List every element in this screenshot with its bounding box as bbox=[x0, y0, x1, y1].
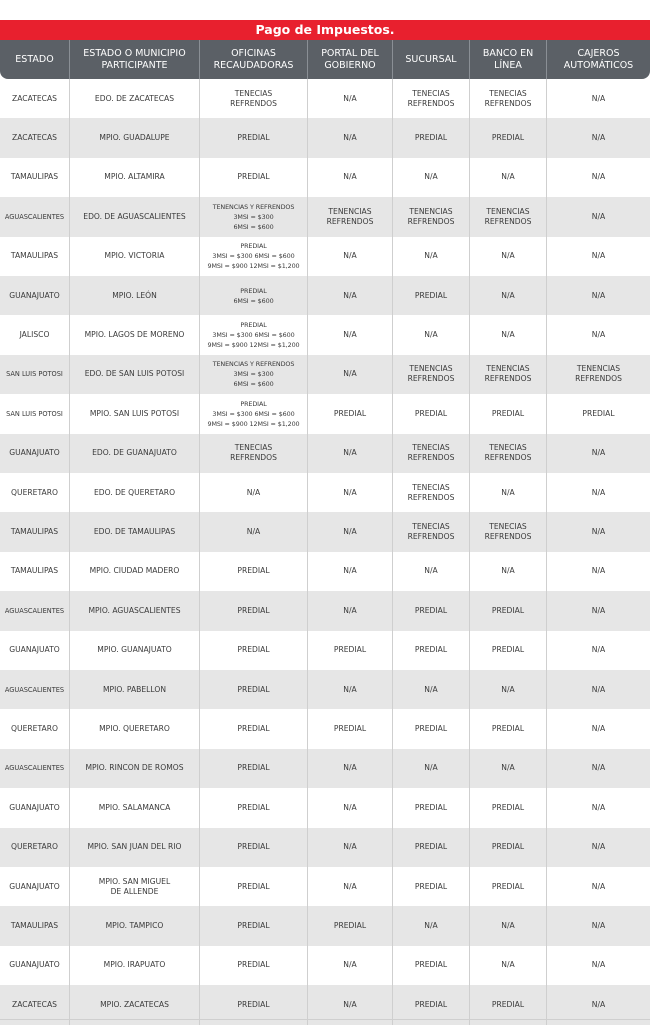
cell-cajeros: N/A bbox=[591, 93, 606, 103]
cell-cajeros: N/A bbox=[591, 999, 606, 1009]
cell-oficinas: PREDIAL bbox=[200, 709, 308, 748]
cell-portal: N/A bbox=[308, 355, 393, 394]
cell-estado: QUERETARO bbox=[0, 473, 70, 512]
cell-sucursal: PREDIAL bbox=[393, 709, 470, 748]
cell-banco: PREDIAL bbox=[470, 631, 547, 670]
cell-banco: TENENCIAS REFRENDOS bbox=[470, 355, 547, 394]
cell-estado: GUANAJUATO bbox=[0, 434, 70, 473]
cell-sucursal: PREDIAL bbox=[393, 828, 470, 867]
cell-cajeros: N/A bbox=[591, 605, 606, 615]
cell-estado: JALISCO bbox=[0, 315, 70, 354]
cell-portal: PREDIAL bbox=[308, 394, 393, 433]
cell-portal: N/A bbox=[308, 315, 393, 354]
page-title: Pago de Impuestos. bbox=[0, 20, 650, 40]
cell-sucursal: N/A bbox=[393, 552, 470, 591]
cell-portal: N/A bbox=[308, 158, 393, 197]
cell-estado: QUERETARO bbox=[0, 709, 70, 748]
cell-participante: MPIO. PABELLON bbox=[70, 670, 200, 709]
cell-estado: AGUASCALIENTES bbox=[0, 670, 70, 709]
cell-estado: QUERETARO bbox=[0, 828, 70, 867]
header-portal: PORTAL DEL GOBIERNO bbox=[308, 40, 393, 79]
cell-cajeros: N/A bbox=[591, 684, 606, 694]
cell-banco: TENECIAS REFRENDOS bbox=[470, 512, 547, 551]
cell-banco: N/A bbox=[470, 946, 547, 985]
cell-banco: PREDIAL bbox=[470, 709, 547, 748]
cell-oficinas: PREDIAL bbox=[200, 788, 308, 827]
table-row bbox=[0, 631, 650, 670]
table-row bbox=[0, 552, 650, 591]
header-estado: ESTADO bbox=[0, 40, 70, 79]
cell-oficinas: PREDIAL bbox=[200, 906, 308, 945]
cell-participante: EDO. DE ZACATECAS bbox=[70, 79, 200, 118]
cell-portal: N/A bbox=[308, 867, 393, 906]
table-row bbox=[0, 197, 650, 236]
cell-sucursal: N/A bbox=[393, 315, 470, 354]
cell-portal: N/A bbox=[308, 670, 393, 709]
cell-cajeros: N/A bbox=[591, 763, 606, 773]
cell-oficinas: PREDIAL 3MSI = $300 6MSI = $600 9MSI = $900 12MSI = $1,200 bbox=[200, 237, 308, 276]
cell-cajeros: TENENCIAS REFRENDOS bbox=[575, 364, 622, 384]
cell-participante: MPIO. SAN MIGUEL DE ALLENDE bbox=[70, 867, 200, 906]
cell-cajeros: N/A bbox=[591, 921, 606, 931]
cell-portal: N/A bbox=[308, 788, 393, 827]
cell-participante: MPIO. SAN LUIS POTOSI bbox=[70, 394, 200, 433]
cell-estado: SAN LUIS POTOSI bbox=[0, 394, 70, 433]
cell-sucursal: PREDIAL bbox=[393, 394, 470, 433]
cell-participante: EDO. DE AGUASCALIENTES bbox=[70, 197, 200, 236]
cell-oficinas: PREDIAL bbox=[200, 867, 308, 906]
cell-oficinas: PREDIAL bbox=[200, 828, 308, 867]
table-row bbox=[0, 315, 650, 354]
cell-banco: N/A bbox=[470, 670, 547, 709]
cell-oficinas: PREDIAL bbox=[200, 118, 308, 157]
cell-estado: GUANAJUATO bbox=[0, 788, 70, 827]
cell-sucursal: N/A bbox=[393, 670, 470, 709]
cell-participante: EDO. DE SAN LUIS POTOSI bbox=[70, 355, 200, 394]
cell-participante: MPIO. IRAPUATO bbox=[70, 946, 200, 985]
table-row bbox=[0, 749, 650, 788]
cell-portal: N/A bbox=[308, 512, 393, 551]
table-row bbox=[0, 434, 650, 473]
cell-oficinas: TENENCIAS Y REFRENDOS 3MSI = $300 6MSI = $600 bbox=[200, 355, 308, 394]
table-row bbox=[0, 591, 650, 630]
header-sucursal: SUCURSAL bbox=[393, 40, 470, 79]
cell-banco: N/A bbox=[470, 158, 547, 197]
cell-cajeros: N/A bbox=[591, 842, 606, 852]
cell-cajeros: N/A bbox=[591, 290, 606, 300]
cell-cajeros: N/A bbox=[591, 645, 606, 655]
cell-portal: N/A bbox=[308, 946, 393, 985]
cell-portal: N/A bbox=[308, 276, 393, 315]
cell-participante: MPIO. AGUASCALIENTES bbox=[70, 591, 200, 630]
cell-estado: SAN LUIS POTOSI bbox=[0, 355, 70, 394]
table-row bbox=[0, 788, 650, 827]
cell-participante: MPIO. ZACATECAS bbox=[70, 985, 200, 1024]
cell-estado: GUANAJUATO bbox=[0, 946, 70, 985]
cell-estado: GUANAJUATO bbox=[0, 276, 70, 315]
table-row bbox=[0, 670, 650, 709]
cell-banco: PREDIAL bbox=[470, 788, 547, 827]
cell-oficinas: PREDIAL bbox=[200, 670, 308, 709]
cell-sucursal: PREDIAL bbox=[393, 631, 470, 670]
cell-sucursal: N/A bbox=[393, 237, 470, 276]
cell-cajeros: N/A bbox=[591, 960, 606, 970]
cell-cajeros: N/A bbox=[591, 211, 606, 221]
cell-banco: PREDIAL bbox=[470, 867, 547, 906]
cell-estado: TAMAULIPAS bbox=[0, 237, 70, 276]
cell-portal: TENENCIAS REFRENDOS bbox=[308, 197, 393, 236]
table-row bbox=[0, 355, 650, 394]
cell-banco: PREDIAL bbox=[470, 394, 547, 433]
cell-oficinas: PREDIAL bbox=[200, 946, 308, 985]
cell-oficinas: PREDIAL bbox=[200, 749, 308, 788]
cell-cajeros: N/A bbox=[591, 172, 606, 182]
cell-sucursal: PREDIAL bbox=[393, 985, 470, 1024]
cell-oficinas: PREDIAL bbox=[200, 591, 308, 630]
cell-participante: MPIO. VICTORIA bbox=[70, 237, 200, 276]
cell-participante: MPIO. ALTAMIRA bbox=[70, 158, 200, 197]
cell-participante: MPIO. RINCON DE ROMOS bbox=[70, 749, 200, 788]
cell-cajeros: N/A bbox=[591, 802, 606, 812]
cell-estado: ZACATECAS bbox=[0, 118, 70, 157]
cell-participante: MPIO. CIUDAD MADERO bbox=[70, 552, 200, 591]
cell-estado: TAMAULIPAS bbox=[0, 158, 70, 197]
cell-banco: TENENCIAS REFRENDOS bbox=[470, 197, 547, 236]
header-banco: BANCO EN LÍNEA bbox=[470, 40, 547, 79]
cell-sucursal: N/A bbox=[393, 906, 470, 945]
cell-cajeros: N/A bbox=[591, 881, 606, 891]
cell-oficinas: PREDIAL 6MSI = $600 bbox=[200, 276, 308, 315]
cell-cajeros: N/A bbox=[591, 566, 606, 576]
cell-estado: GUANAJUATO bbox=[0, 867, 70, 906]
table-row bbox=[0, 906, 650, 945]
cell-oficinas: PREDIAL bbox=[200, 631, 308, 670]
table-row bbox=[0, 237, 650, 276]
cell-estado: AGUASCALIENTES bbox=[0, 591, 70, 630]
cell-portal: PREDIAL bbox=[308, 906, 393, 945]
cell-participante: EDO. DE TAMAULIPAS bbox=[70, 512, 200, 551]
cell-estado: GUANAJUATO bbox=[0, 631, 70, 670]
cell-participante: MPIO. GUANAJUATO bbox=[70, 631, 200, 670]
cell-sucursal: TENENCIAS REFRENDOS bbox=[393, 197, 470, 236]
cell-banco: PREDIAL bbox=[470, 118, 547, 157]
cell-portal: N/A bbox=[308, 985, 393, 1024]
table-row bbox=[0, 946, 650, 985]
header-participante: ESTADO O MUNICIPIO PARTICIPANTE bbox=[70, 40, 200, 79]
cell-portal: PREDIAL bbox=[308, 631, 393, 670]
cell-portal: N/A bbox=[308, 591, 393, 630]
cell-portal: N/A bbox=[308, 237, 393, 276]
table-row bbox=[0, 394, 650, 433]
cell-sucursal: N/A bbox=[393, 158, 470, 197]
table-row bbox=[0, 79, 650, 118]
cell-estado: AGUASCALIENTES bbox=[0, 197, 70, 236]
cell-cajeros: N/A bbox=[591, 330, 606, 340]
cell-cajeros: N/A bbox=[591, 251, 606, 261]
cell-estado: TAMAULIPAS bbox=[0, 552, 70, 591]
cell-estado: AGUASCALIENTES bbox=[0, 749, 70, 788]
cell-oficinas: N/A bbox=[200, 473, 308, 512]
cell-sucursal: PREDIAL bbox=[393, 276, 470, 315]
cell-participante: EDO. DE GUANAJUATO bbox=[70, 434, 200, 473]
cell-cajeros: N/A bbox=[591, 448, 606, 458]
cell-sucursal: PREDIAL bbox=[393, 946, 470, 985]
cell-participante: MPIO. GUADALUPE bbox=[70, 118, 200, 157]
cell-sucursal: TENENCIAS REFRENDOS bbox=[393, 355, 470, 394]
cell-banco: PREDIAL bbox=[470, 828, 547, 867]
cell-cajeros: PREDIAL bbox=[582, 408, 615, 418]
cell-portal: N/A bbox=[308, 79, 393, 118]
header-oficinas: OFICINAS RECAUDADORAS bbox=[200, 40, 308, 79]
cell-participante: MPIO. SAN JUAN DEL RIO bbox=[70, 828, 200, 867]
cell-oficinas: PREDIAL 3MSI = $300 6MSI = $600 9MSI = $900 12MSI = $1,200 bbox=[200, 315, 308, 354]
cell-portal: N/A bbox=[308, 552, 393, 591]
table-row bbox=[0, 828, 650, 867]
cell-banco: N/A bbox=[470, 749, 547, 788]
cell-banco: TENECIAS REFRENDOS bbox=[470, 79, 547, 118]
cell-sucursal: PREDIAL bbox=[393, 118, 470, 157]
cell-estado: ZACATECAS bbox=[0, 985, 70, 1024]
cell-sucursal: TENECIAS REFRENDOS bbox=[393, 473, 470, 512]
cell-portal: N/A bbox=[308, 473, 393, 512]
cell-sucursal: N/A bbox=[393, 749, 470, 788]
cell-portal: PREDIAL bbox=[308, 709, 393, 748]
cell-portal: N/A bbox=[308, 118, 393, 157]
table-row bbox=[0, 158, 650, 197]
cell-banco: PREDIAL bbox=[470, 985, 547, 1024]
cell-sucursal: TENECIAS REFRENDOS bbox=[393, 512, 470, 551]
cell-participante: MPIO. QUERETARO bbox=[70, 709, 200, 748]
cell-sucursal: TENECIAS REFRENDOS bbox=[393, 434, 470, 473]
cell-oficinas: TENENCIAS Y REFRENDOS 3MSI = $300 6MSI = $600 bbox=[200, 197, 308, 236]
cell-participante: MPIO. LEÓN bbox=[70, 276, 200, 315]
table-row bbox=[0, 276, 650, 315]
cell-oficinas: PREDIAL bbox=[200, 158, 308, 197]
cell-cajeros: N/A bbox=[591, 527, 606, 537]
cell-cajeros: N/A bbox=[591, 724, 606, 734]
cell-banco: N/A bbox=[470, 552, 547, 591]
cell-oficinas: N/A bbox=[200, 512, 308, 551]
cell-sucursal: PREDIAL bbox=[393, 788, 470, 827]
cell-oficinas: TENECIAS REFRENDOS bbox=[200, 434, 308, 473]
cell-sucursal: PREDIAL bbox=[393, 867, 470, 906]
cell-estado: TAMAULIPAS bbox=[0, 906, 70, 945]
cell-portal: N/A bbox=[308, 749, 393, 788]
cell-banco: N/A bbox=[470, 276, 547, 315]
cell-cajeros: N/A bbox=[591, 487, 606, 497]
cell-participante: MPIO. LAGOS DE MORENO bbox=[70, 315, 200, 354]
cell-portal: N/A bbox=[308, 828, 393, 867]
cell-banco: N/A bbox=[470, 315, 547, 354]
cell-oficinas: PREDIAL 3MSI = $300 6MSI = $600 9MSI = $900 12MSI = $1,200 bbox=[200, 394, 308, 433]
table-row bbox=[0, 867, 650, 906]
cell-sucursal: TENECIAS REFRENDOS bbox=[393, 79, 470, 118]
cell-banco: N/A bbox=[470, 906, 547, 945]
cell-banco: N/A bbox=[470, 237, 547, 276]
cell-estado: ZACATECAS bbox=[0, 79, 70, 118]
cell-cajeros: N/A bbox=[591, 133, 606, 143]
cell-oficinas: PREDIAL bbox=[200, 985, 308, 1024]
table-row bbox=[0, 473, 650, 512]
cell-banco: PREDIAL bbox=[470, 591, 547, 630]
cell-banco: N/A bbox=[470, 473, 547, 512]
cell-oficinas: TENECIAS REFRENDOS bbox=[200, 79, 308, 118]
cell-banco: TENECIAS REFRENDOS bbox=[470, 434, 547, 473]
cell-portal: N/A bbox=[308, 434, 393, 473]
table-header bbox=[0, 40, 650, 79]
table-row bbox=[0, 709, 650, 748]
table-row bbox=[0, 118, 650, 157]
cell-oficinas: PREDIAL bbox=[200, 552, 308, 591]
header-cajeros: CAJEROS AUTOMÁTICOS bbox=[563, 47, 634, 71]
table-row bbox=[0, 512, 650, 551]
cell-estado: TAMAULIPAS bbox=[0, 512, 70, 551]
cell-participante: MPIO. TAMPICO bbox=[70, 906, 200, 945]
cell-participante: MPIO. SALAMANCA bbox=[70, 788, 200, 827]
cell-participante: EDO. DE QUERETARO bbox=[70, 473, 200, 512]
cell-sucursal: PREDIAL bbox=[393, 591, 470, 630]
